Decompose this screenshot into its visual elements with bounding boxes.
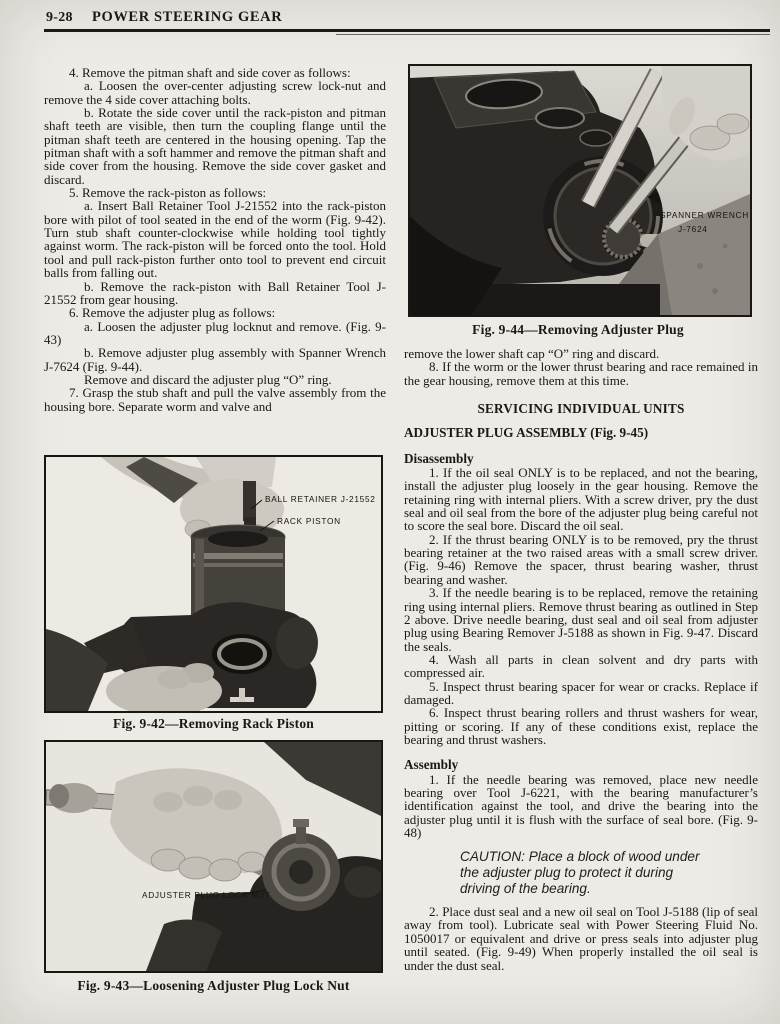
- right-column: [404, 347, 758, 972]
- step-5: 5. Remove the rack-piston as follows:: [69, 185, 267, 201]
- spanner-wrench-label: SPANNER WRENCH: [660, 210, 749, 220]
- step-7: 7. Grasp the stub shaft and pull the valve assembly from the housing bore. Separate worm and valve and: [44, 385, 386, 414]
- rack-piston-label: RACK PISTON: [277, 516, 341, 526]
- removing-rack-piston-photo: [46, 457, 381, 711]
- assembly-heading: Assembly: [404, 757, 459, 773]
- disassembly-step-6: 6. Inspect thrust bearing rollers and thrust washers for wear, pitting or scoring. If any of these conditions exist, replace the bearing and thrust washers.: [404, 705, 758, 747]
- disassembly-heading: Disassembly: [404, 450, 474, 466]
- step-5a: a. Insert Ball Retainer Tool J-21552 into the rack-piston bore with pilot of tool seated in the end of the worm (Fig. 9-42). Turn stub shaft counter-clockwise while holding tool tightly against worm. The rack-piston will be forced onto the tool. Hold tool and pull rack-piston further onto tool to prevent end circuit balls from falling out.: [44, 198, 386, 281]
- disassembly-step-3: 3. If the needle bearing is to be replaced, remove the retaining ring using internal pliers. Remove thrust bearing as outlined in Step 2 above. Drive needle bearing, dust seal and oil seal from adjuster plug using Bearing Remover J-5188 as shown in Fig. 9-47. Discard the seals.: [404, 585, 758, 654]
- assembly-step-2: 2. Place dust seal and a new oil seal on Tool J-5188 (lip of seal away from tool). Lubricate seal with Power Steering Fluid No. 1050017 or equivalent and drive or press seals into adjuster plug until seated. (Fig. 9-49) When properly installed the oil seal is under the dust seal.: [404, 904, 758, 973]
- spanner-wrench-number-label: J-7624: [678, 224, 708, 234]
- step-6a: a. Loosen the adjuster plug locknut and remove. (Fig. 9-43): [44, 318, 386, 347]
- step-7-continued: remove the lower shaft cap “O” ring and discard.: [404, 346, 660, 361]
- ball-retainer-tool-shape: [243, 481, 256, 521]
- figure-9-44-photo: [408, 64, 752, 317]
- step-8: 8. If the worm or the lower thrust bearing and race remained in the gear housing, remove them at this time.: [404, 359, 758, 388]
- removing-adjuster-plug-photo: [410, 66, 750, 315]
- step-5b: b. Remove the rack-piston with Ball Retainer Tool J-21552 from gear housing.: [44, 278, 386, 307]
- step-6: 6. Remove the adjuster plug as follows:: [69, 305, 276, 321]
- adjuster-plug-lock-nut-label: ADJUSTER PLUG LOCK NUT: [142, 890, 271, 900]
- ball-retainer-label: BALL RETAINER J-21552: [265, 494, 376, 504]
- page-title: POWER STEERING GEAR: [92, 9, 283, 25]
- step-4b: b. Rotate the side cover until the rack-piston and pitman shaft teeth are visible, then turn the coupling flange until the pitman shaft teeth are centered in the housing opening. Tap the pitman shaft with a soft hammer and remove the pitman shaft and side cover from the housing. Remove the side cover gasket and discard.: [44, 105, 386, 187]
- figure-9-43-photo: [44, 740, 383, 973]
- section-heading: SERVICING INDIVIDUAL UNITS: [477, 401, 685, 417]
- loosening-lock-nut-photo: [46, 742, 381, 971]
- step-4a: a. Loosen the over-center adjusting screw lock-nut and remove the 4 side cover attaching bolts.: [44, 78, 386, 107]
- header-rule-thick: [44, 29, 770, 32]
- figure-9-42-photo: [44, 455, 383, 713]
- left-column: [44, 66, 386, 413]
- assembly-step-1: 1. If the needle bearing was removed, place new needle bearing over Tool J-6221, with the bearing manufacturer’s identification against the tool, and drive the bearing into the adjuster plug until it is flush with the surface of seal bore. (Fig. 9-48): [404, 771, 758, 840]
- step-6-note: Remove and discard the adjuster plug “O” ring.: [84, 371, 332, 387]
- page-number: 9-28: [46, 10, 73, 25]
- figure-9-44-caption: Fig. 9-44—Removing Adjuster Plug: [472, 322, 684, 337]
- step-6b: b. Remove adjuster plug assembly with Spanner Wrench J-7624 (Fig. 9-44).: [44, 345, 386, 374]
- header-rule-thin: [336, 34, 770, 35]
- disassembly-step-2: 2. If the thrust bearing ONLY is to be removed, pry the thrust bearing retainer at the two raised areas with a small screw driver. (Fig. 9-46) Remove the spacer, thrust bearing washer, thrust bearing and washer.: [404, 531, 758, 587]
- disassembly-step-4: 4. Wash all parts in clean solvent and dry parts with compressed air.: [404, 651, 758, 681]
- lock-nut-shape: [289, 860, 313, 884]
- disassembly-step-5: 5. Inspect thrust bearing spacer for wear or cracks. Replace if damaged.: [404, 678, 758, 707]
- figure-9-43-caption: Fig. 9-43—Loosening Adjuster Plug Lock Nut: [77, 978, 350, 993]
- figure-9-42-caption: Fig. 9-42—Removing Rack Piston: [113, 716, 314, 731]
- step-4: 4. Remove the pitman shaft and side cover as follows:: [69, 65, 351, 80]
- subsection-heading: ADJUSTER PLUG ASSEMBLY (Fig. 9-45): [404, 425, 649, 441]
- disassembly-step-1: 1. If the oil seal ONLY is to be replaced, and not the bearing, install the adjuster plug loosely in the gear housing. Remove the retaining ring with internal pliers. With a screw driver, pry the dust seal and oil seal from the bore of the adjuster plug being careful not to score the seal bore. Discard the oil seal.: [404, 465, 758, 534]
- caution-note: CAUTION: Place a block of wood under the adjuster plug to protect it during driving of the bearing.: [460, 849, 700, 896]
